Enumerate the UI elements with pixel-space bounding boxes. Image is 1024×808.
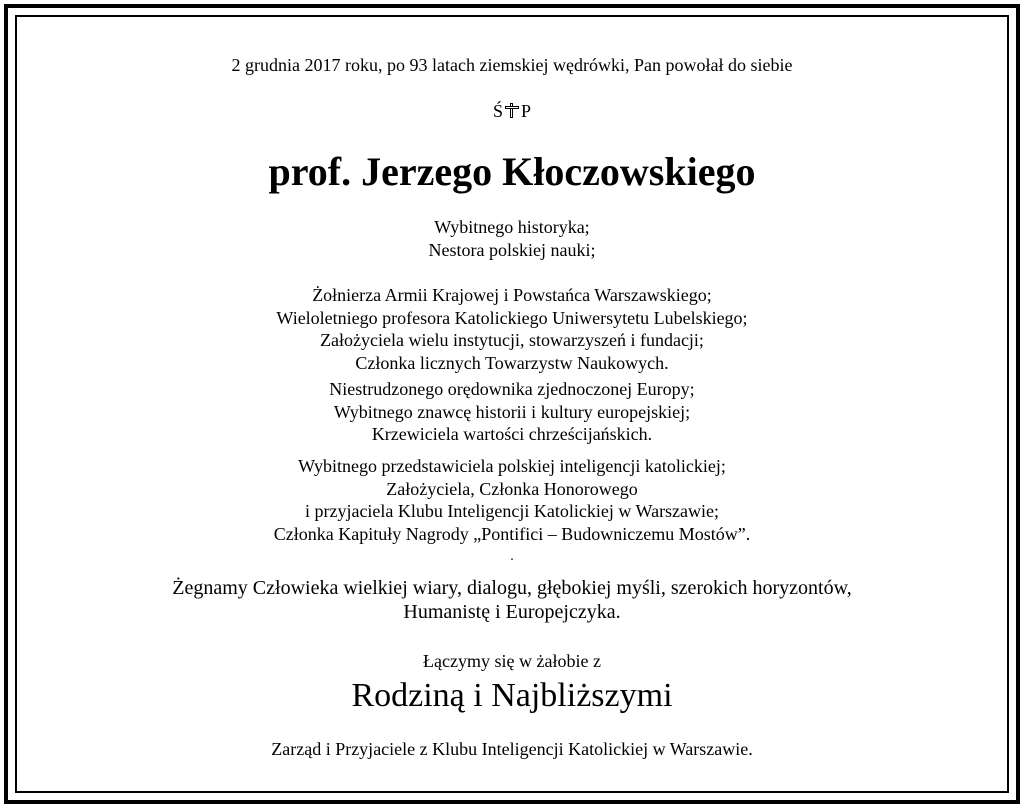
title-line: Niestrudzonego orędownika zjednoczonej Europy; — [329, 379, 695, 399]
titles-block-1 — [0, 216, 1024, 261]
sp-marker — [0, 100, 1024, 122]
titles-block-4 — [0, 455, 1024, 545]
title-line: Założyciela wielu instytucji, stowarzyszeń i fundacji; — [320, 330, 704, 350]
title-line: Wieloletniego profesora Katolickiego Uniwersytetu Lubelskiego; — [276, 307, 748, 328]
titles-block-3 — [0, 378, 1024, 446]
titles-block-2 — [0, 284, 1024, 374]
title-line: i przyjaciela Klubu Inteligencji Katolickiej w Warszawie; — [304, 501, 720, 521]
sp-letter-p: P — [521, 101, 532, 121]
title-line: Założyciela, Członka Honorowego — [386, 478, 638, 499]
title-line: Krzewiciela wartości chrześcijańskich. — [371, 424, 653, 444]
title-line: Członka licznych Towarzystw Naukowych. — [355, 352, 669, 373]
farewell-line: Humanistę i Europejczyka. — [403, 601, 621, 623]
mourning-text: Łączymy się w żałobie z — [423, 651, 601, 671]
title-line: Wybitnego przedstawiciela polskiej inteligencji katolickiej; — [298, 456, 726, 476]
title-line: Wybitnego historyka; — [434, 217, 590, 237]
title-line: Członka Kapituły Nagrody „Pontifici – Budowniczemu Mostów”. — [273, 523, 751, 544]
title-line: Nestora polskiej nauki; — [428, 239, 596, 260]
farewell-line: Żegnamy Człowieka wielkiej wiary, dialogu, głębokiej myśli, szerokich horyzontów, — [172, 577, 852, 599]
family-text: Rodziną i Najbliższymi — [351, 677, 673, 714]
separator-dot: . — [510, 549, 514, 564]
title-line: Żołnierza Armii Krajowej i Powstańca Warszawskiego; — [312, 285, 712, 305]
sp-letter-s: Ś — [492, 101, 503, 121]
farewell-text — [0, 576, 1024, 624]
title-line: Wybitnego znawcę historii i kultury europejskiej; — [333, 401, 691, 422]
intro-text: 2 grudnia 2017 roku, po 93 latach ziemskiej wędrówki, Pan powołał do siebie — [231, 55, 793, 75]
cross-icon — [504, 102, 520, 118]
deceased-name: prof. Jerzego Kłoczowskiego — [268, 149, 756, 194]
signature-text: Zarząd i Przyjaciele z Klubu Inteligencji Katolickiej w Warszawie. — [271, 739, 753, 759]
